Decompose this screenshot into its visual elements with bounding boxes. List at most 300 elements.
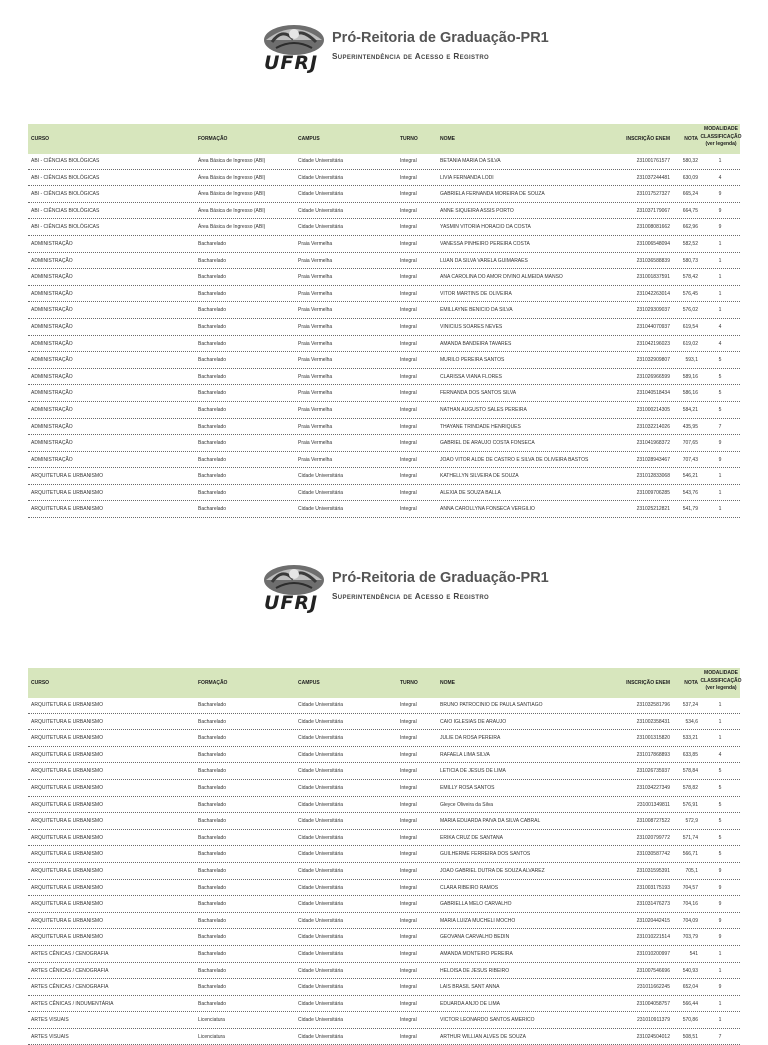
cell-turno: Integral (400, 901, 417, 908)
cell-turno: Integral (400, 1017, 417, 1024)
cell-turno: Integral (400, 440, 417, 447)
cell-nota: 633,85 (682, 751, 698, 758)
cell-campus: Cidade Universitária (298, 784, 344, 791)
cell-campus: Cidade Universitária (298, 1033, 344, 1040)
cell-inscricao: 231017527327 (636, 191, 670, 198)
cell-curso: ARQUITETURA E URBANISMO (31, 506, 103, 513)
cell-nome: ANNA CAROLLYNA FONSECA VERGILIO (440, 506, 535, 513)
cell-formacao: Área Básica de Ingresso (ABI) (198, 158, 266, 164)
cell-classificacao: 9 (718, 901, 722, 908)
cell-formacao: Bacharelado (198, 718, 227, 725)
cell-nome: EMILLAYNE BENICIO DA SILVA (440, 307, 513, 314)
cell-formacao: Bacharelado (198, 473, 227, 480)
cell-nome: CAIO IGLESIAS DE ARAUJO (440, 718, 507, 725)
cell-inscricao: 231001761577 (636, 158, 670, 164)
cell-inscricao: 231024504012 (636, 1033, 670, 1040)
cell-classificacao: 7 (718, 423, 722, 430)
cell-turno: Integral (400, 867, 417, 874)
cell-campus: Praia Vermelha (298, 373, 333, 380)
cell-inscricao: 231029309037 (636, 307, 670, 314)
cell-campus: Cidade Universitária (298, 768, 344, 775)
cell-turno: Integral (400, 884, 417, 891)
cell-classificacao: 5 (718, 768, 722, 775)
cell-classificacao: 9 (718, 884, 722, 891)
cell-campus: Praia Vermelha (298, 240, 333, 247)
col-turno: TURNO (400, 680, 418, 686)
cell-classificacao: 4 (718, 340, 722, 347)
cell-nome: GEOVANA CARVALHO BEDIN (440, 934, 510, 941)
cell-formacao: Bacharelado (198, 950, 227, 957)
cell-turno: Integral (400, 917, 417, 924)
cell-turno: Integral (400, 224, 417, 231)
cell-campus: Cidade Universitária (298, 191, 344, 198)
cell-curso: ARTES VISUAIS (31, 1033, 69, 1040)
cell-campus: Cidade Universitária (298, 506, 344, 513)
cell-campus: Praia Vermelha (298, 456, 333, 463)
cell-inscricao: 231002358431 (636, 718, 670, 725)
cell-formacao: Bacharelado (198, 984, 227, 991)
cell-nota: 665,24 (682, 191, 698, 198)
cell-formacao: Bacharelado (198, 784, 227, 791)
table-header (28, 668, 740, 698)
cell-formacao: Licenciatura (198, 1033, 225, 1040)
cell-nota: 543,76 (682, 489, 698, 496)
col-curso: CURSO (31, 136, 50, 142)
cell-classificacao: 1 (718, 735, 722, 742)
cell-campus: Cidade Universitária (298, 702, 344, 708)
cell-nome: GUILHERME FERREIRA DOS SANTOS (440, 851, 531, 858)
col-formacao: FORMAÇÃO (198, 680, 228, 686)
cell-formacao: Bacharelado (198, 357, 227, 364)
table-row (28, 1012, 740, 1029)
cell-classificacao: 9 (718, 917, 722, 924)
cell-inscricao: 231008081662 (636, 224, 670, 231)
cell-formacao: Bacharelado (198, 257, 227, 264)
cell-inscricao: 231026966599 (636, 373, 670, 380)
cell-nome: AMANDA MONTEIRO PEREIRA (440, 950, 513, 957)
cell-campus: Praia Vermelha (298, 307, 333, 314)
cell-inscricao: 231036588839 (636, 257, 670, 264)
cell-curso: ABI - CIÊNCIAS BIOLÓGICAS (31, 174, 100, 181)
cell-formacao: Bacharelado (198, 406, 227, 413)
cell-nome: EDUARDA ANJO DE LIMA (440, 1000, 501, 1007)
cell-nota: 534,6 (685, 718, 698, 725)
cell-inscricao: 231031595391 (636, 867, 670, 874)
ufrj-logo (262, 558, 549, 614)
cell-campus: Cidade Universitária (298, 174, 344, 181)
cell-campus: Cidade Universitária (298, 751, 344, 758)
table-row (28, 880, 740, 897)
cell-classificacao: 4 (718, 174, 722, 181)
ufrj-emblem-icon (262, 558, 326, 596)
cell-classificacao: 1 (718, 158, 722, 164)
cell-classificacao: 5 (718, 834, 722, 841)
cell-inscricao: 231000214305 (636, 406, 670, 413)
cell-campus: Cidade Universitária (298, 224, 344, 231)
cell-nota: 630,09 (682, 174, 698, 181)
cell-classificacao: 1 (718, 1000, 722, 1007)
cell-nota: 576,02 (682, 307, 698, 314)
cell-nota: 582,52 (682, 240, 698, 247)
cell-classificacao: 1 (718, 1017, 722, 1024)
cell-nota: 664,75 (682, 207, 698, 214)
cell-inscricao: 231011662245 (637, 984, 670, 991)
cell-classificacao: 9 (718, 456, 722, 463)
cell-nota: 707,65 (682, 440, 698, 447)
cell-nota: 580,32 (682, 158, 698, 164)
cell-formacao: Bacharelado (198, 506, 227, 513)
cell-formacao: Bacharelado (198, 834, 227, 841)
cell-nome: THAYANE TRINDADE HENRIQUES (440, 423, 521, 430)
cell-nome: LUAN DA SILVA VARELA GUIMARAES (440, 257, 528, 264)
cell-turno: Integral (400, 834, 417, 841)
cell-campus: Cidade Universitária (298, 884, 344, 891)
cell-inscricao: 231003175193 (636, 884, 670, 891)
cell-curso: ADMINISTRAÇÃO (31, 390, 73, 397)
cell-curso: ADMINISTRAÇÃO (31, 323, 73, 330)
cell-nome: BETANIA MARIA DA SILVA (440, 158, 501, 164)
cell-nome: MARIA EDUARDA PAIVA DA SILVA CABRAL (440, 818, 541, 825)
cell-curso: ARQUITETURA E URBANISMO (31, 801, 103, 808)
cell-nota: 580,73 (682, 257, 698, 264)
cell-turno: Integral (400, 373, 417, 380)
cell-inscricao: 231001349811 (637, 801, 670, 808)
cell-nome: ANA CAROLINA DO AMOR DIVINO ALMEIDA MANSO (440, 274, 563, 281)
cell-turno: Integral (400, 801, 417, 808)
cell-formacao: Bacharelado (198, 901, 227, 908)
table-row (28, 929, 740, 946)
cell-turno: Integral (400, 240, 417, 247)
cell-curso: ARQUITETURA E URBANISMO (31, 751, 103, 758)
cell-nome: GABRIELA FERNANDA MOREIRA DE SOUZA (440, 191, 545, 198)
cell-nota: 546,21 (682, 473, 698, 480)
col-curso: CURSO (31, 680, 50, 686)
cell-inscricao: 231020799772 (636, 834, 670, 841)
table-row (28, 797, 740, 814)
cell-curso: ARQUITETURA E URBANISMO (31, 851, 103, 858)
table-row (28, 946, 740, 963)
cell-nota: 540,93 (682, 967, 698, 974)
cell-classificacao: 1 (718, 274, 722, 281)
cell-curso: ARQUITETURA E URBANISMO (31, 718, 103, 725)
table-row (28, 747, 740, 764)
cell-classificacao: 1 (718, 506, 722, 513)
cell-inscricao: 231034227349 (636, 784, 670, 791)
cell-nota: 572,9 (685, 818, 698, 825)
cell-turno: Integral (400, 784, 417, 791)
col-modalidade: MODALIDADE CLASSIFICAÇÃO (ver legenda) (700, 670, 742, 691)
cell-turno: Integral (400, 274, 417, 281)
cell-campus: Praia Vermelha (298, 257, 333, 264)
table-row (28, 863, 740, 880)
table-row (28, 714, 740, 731)
cell-nota: 589,16 (682, 373, 698, 380)
cell-formacao: Bacharelado (198, 735, 227, 742)
cell-inscricao: 231042263014 (636, 290, 670, 297)
cell-inscricao: 231001315820 (636, 735, 670, 742)
cell-turno: Integral (400, 207, 417, 214)
col-modalidade: MODALIDADE CLASSIFICAÇÃO (ver legenda) (700, 126, 742, 147)
cell-curso: ARQUITETURA E URBANISMO (31, 818, 103, 825)
cell-classificacao: 5 (718, 357, 722, 364)
cell-classificacao: 9 (718, 934, 722, 941)
cell-nota: 705,1 (685, 867, 698, 874)
cell-curso: ADMINISTRAÇÃO (31, 456, 73, 463)
cell-campus: Cidade Universitária (298, 834, 344, 841)
cell-turno: Integral (400, 473, 417, 480)
cell-classificacao: 5 (718, 784, 722, 791)
cell-campus: Praia Vermelha (298, 390, 333, 397)
cell-nome: Gleyce Oliveira da Silva (440, 801, 494, 808)
cell-campus: Cidade Universitária (298, 901, 344, 908)
cell-formacao: Bacharelado (198, 751, 227, 758)
cell-nome: CLARISSA VIANA FLORES (440, 373, 502, 380)
cell-nota: 576,91 (682, 801, 698, 808)
cell-nota: 435,95 (682, 423, 698, 430)
col-inscricao: INSCRIÇÃO ENEM (626, 680, 670, 686)
cell-nota: 571,74 (682, 834, 698, 841)
col-nota: NOTA (684, 680, 698, 686)
cell-turno: Integral (400, 934, 417, 941)
cell-classificacao: 1 (718, 489, 722, 496)
cell-classificacao: 9 (718, 224, 722, 231)
cell-nota: 566,44 (682, 1000, 698, 1007)
cell-turno: Integral (400, 718, 417, 725)
cell-nota: 593,1 (685, 357, 698, 364)
cell-turno: Integral (400, 818, 417, 825)
cell-campus: Cidade Universitária (298, 967, 344, 974)
cell-inscricao: 231008727522 (636, 818, 670, 825)
cell-nota: 537,24 (682, 702, 698, 708)
cell-inscricao: 231041968372 (636, 440, 670, 447)
cell-turno: Integral (400, 307, 417, 314)
table-row (28, 813, 740, 830)
cell-curso: ARQUITETURA E URBANISMO (31, 702, 103, 708)
cell-nome: JOAO VITOR ALDE DE CASTRO E SILVA DE OLIVEIRA BASTOS (440, 456, 589, 463)
cell-classificacao: 5 (718, 851, 722, 858)
cell-curso: ARQUITETURA E URBANISMO (31, 917, 103, 924)
cell-nome: BRUNO PATROCINIO DE PAULA SANTIAGO (440, 702, 543, 708)
cell-nota: 566,71 (682, 851, 698, 858)
cell-nome: VANESSA PINHEIRO PEREIRA COSTA (440, 240, 530, 247)
cell-campus: Cidade Universitária (298, 984, 344, 991)
cell-nota: 707,43 (682, 456, 698, 463)
cell-nome: LETICIA DE JESUS DE LIMA (440, 768, 506, 775)
cell-turno: Integral (400, 768, 417, 775)
cell-turno: Integral (400, 158, 417, 164)
cell-inscricao: 231007546696 (636, 967, 670, 974)
cell-classificacao: 1 (718, 967, 722, 974)
cell-turno: Integral (400, 851, 417, 858)
cell-nota: 662,96 (682, 224, 698, 231)
cell-nome: EMILLY ROSA SANTOS (440, 784, 495, 791)
cell-turno: Integral (400, 323, 417, 330)
cell-campus: Cidade Universitária (298, 735, 344, 742)
cell-formacao: Bacharelado (198, 934, 227, 941)
cell-turno: Integral (400, 340, 417, 347)
cell-classificacao: 9 (718, 207, 722, 214)
ufrj-wordmark: UFRJ (264, 592, 319, 614)
cell-campus: Cidade Universitária (298, 473, 344, 480)
cell-curso: ABI - CIÊNCIAS BIOLÓGICAS (31, 191, 100, 198)
cell-curso: ARTES VISUAIS (31, 1017, 69, 1024)
cell-inscricao: 231010200997 (636, 950, 670, 957)
cell-nome: LIVIA FERNANDA LODI (440, 174, 494, 181)
pr1-subtitle: Superintendência de Acesso e Registro (332, 592, 490, 601)
cell-classificacao: 5 (718, 818, 722, 825)
table-row (28, 730, 740, 747)
cell-campus: Cidade Universitária (298, 851, 344, 858)
cell-campus: Praia Vermelha (298, 406, 333, 413)
cell-campus: Praia Vermelha (298, 357, 333, 364)
cell-classificacao: 4 (718, 323, 722, 330)
cell-nome: FERNANDA DOS SANTOS SILVA (440, 390, 517, 397)
cell-campus: Cidade Universitária (298, 1000, 344, 1007)
cell-classificacao: 1 (718, 473, 722, 480)
cell-campus: Cidade Universitária (298, 934, 344, 941)
cell-formacao: Área Básica de Ingresso (ABI) (198, 224, 266, 231)
cell-turno: Integral (400, 751, 417, 758)
col-nota: NOTA (684, 136, 698, 142)
cell-formacao: Bacharelado (198, 917, 227, 924)
cell-nota: 578,82 (682, 784, 698, 791)
cell-turno: Integral (400, 984, 417, 991)
cell-campus: Praia Vermelha (298, 323, 333, 330)
cell-curso: ADMINISTRAÇÃO (31, 373, 73, 380)
col-inscricao: INSCRIÇÃO ENEM (626, 136, 670, 142)
cell-nome: RAFAELA LIMA SILVA (440, 751, 490, 758)
cell-campus: Praia Vermelha (298, 440, 333, 447)
cell-curso: ARQUITETURA E URBANISMO (31, 884, 103, 891)
cell-classificacao: 9 (718, 191, 722, 198)
cell-curso: ADMINISTRAÇÃO (31, 240, 73, 247)
cell-turno: Integral (400, 191, 417, 198)
cell-curso: ADMINISTRAÇÃO (31, 357, 73, 364)
cell-nota: 541,79 (682, 506, 698, 513)
cell-classificacao: 1 (718, 702, 722, 708)
cell-nome: GABRIELLA MELO CARVALHO (440, 901, 512, 908)
cell-campus: Cidade Universitária (298, 207, 344, 214)
table-row (28, 963, 740, 980)
cell-inscricao: 231040518434 (636, 390, 670, 397)
cell-nota: 586,16 (682, 390, 698, 397)
col-campus: CAMPUS (298, 136, 320, 142)
cell-formacao: Área Básica de Ingresso (ABI) (198, 207, 266, 214)
cell-curso: ADMINISTRAÇÃO (31, 290, 73, 297)
cell-formacao: Bacharelado (198, 1000, 227, 1007)
cell-formacao: Bacharelado (198, 456, 227, 463)
cell-inscricao: 231028943467 (636, 456, 670, 463)
cell-inscricao: 231030587742 (636, 851, 670, 858)
cell-curso: ARTES CÊNICAS / CENOGRAFIA (31, 950, 109, 957)
cell-curso: ARQUITETURA E URBANISMO (31, 735, 103, 742)
cell-classificacao: 1 (718, 718, 722, 725)
table-row (28, 830, 740, 847)
col-nome: NOME (440, 136, 455, 142)
table-row (28, 913, 740, 930)
table-row (28, 979, 740, 996)
cell-inscricao: 231004058757 (636, 1000, 670, 1007)
table-body-2 (28, 697, 740, 1045)
cell-nome: KATHELLYN SILVEIRA DE SOUZA (440, 473, 519, 480)
cell-nome: ANNE SIQUEIRA ASSIS PORTO (440, 207, 514, 214)
cell-formacao: Licenciatura (198, 1017, 225, 1024)
cell-classificacao: 1 (718, 257, 722, 264)
cell-formacao: Bacharelado (198, 967, 227, 974)
cell-nota: 619,54 (682, 323, 698, 330)
cell-inscricao: 231012833068 (636, 473, 670, 480)
cell-classificacao: 5 (718, 801, 722, 808)
cell-campus: Praia Vermelha (298, 340, 333, 347)
cell-campus: Praia Vermelha (298, 274, 333, 281)
cell-nome: CLARA RIBEIRO RAMOS (440, 884, 499, 891)
cell-curso: ADMINISTRAÇÃO (31, 406, 73, 413)
cell-formacao: Bacharelado (198, 390, 227, 397)
cell-campus: Cidade Universitária (298, 867, 344, 874)
cell-nome: HELOISA DE JESUS RIBEIRO (440, 967, 510, 974)
cell-formacao: Bacharelado (198, 851, 227, 858)
cell-nome: NATHAN AUGUSTO SALES PEREIRA (440, 406, 527, 413)
cell-nota: 578,42 (682, 274, 698, 281)
cell-turno: Integral (400, 456, 417, 463)
cell-classificacao: 9 (718, 867, 722, 874)
cell-nome: AMANDA BANDEIRA TAVARES (440, 340, 512, 347)
cell-nome: VICTOR LEONARDO SANTOS AMERICO (440, 1017, 535, 1024)
cell-turno: Integral (400, 735, 417, 742)
cell-turno: Integral (400, 950, 417, 957)
cell-classificacao: 5 (718, 406, 722, 413)
cell-inscricao: 231020442415 (636, 917, 670, 924)
cell-inscricao: 231032581796 (636, 702, 670, 708)
cell-formacao: Bacharelado (198, 801, 227, 808)
cell-campus: Cidade Universitária (298, 489, 344, 496)
cell-formacao: Bacharelado (198, 340, 227, 347)
cell-formacao: Bacharelado (198, 307, 227, 314)
cell-curso: ARQUITETURA E URBANISMO (31, 489, 103, 496)
cell-formacao: Bacharelado (198, 323, 227, 330)
cell-campus: Cidade Universitária (298, 718, 344, 725)
cell-curso: ABI - CIÊNCIAS BIOLÓGICAS (31, 224, 100, 231)
cell-inscricao: 231042196023 (636, 340, 670, 347)
table-row (28, 896, 740, 913)
cell-turno: Integral (400, 702, 417, 708)
table-row (28, 846, 740, 863)
cell-curso: ADMINISTRAÇÃO (31, 274, 73, 281)
cell-turno: Integral (400, 967, 417, 974)
cell-nome: ALEXIA DE SOUZA BALLA (440, 489, 501, 496)
cell-inscricao: 231037179067 (636, 207, 670, 214)
cell-curso: ARQUITETURA E URBANISMO (31, 784, 103, 791)
cell-inscricao: 231017868893 (636, 751, 670, 758)
cell-classificacao: 1 (718, 240, 722, 247)
cell-nome: GABRIEL DE ARAUJO COSTA FONSECA (440, 440, 535, 447)
cell-classificacao: 9 (718, 984, 722, 991)
cell-classificacao: 5 (718, 390, 722, 397)
cell-classificacao: 1 (718, 307, 722, 314)
cell-formacao: Área Básica de Ingresso (ABI) (198, 191, 266, 198)
pr1-title: Pró-Reitoria de Graduação-PR1 (332, 30, 549, 46)
cell-turno: Integral (400, 406, 417, 413)
cell-classificacao: 4 (718, 751, 722, 758)
col-campus: CAMPUS (298, 680, 320, 686)
cell-nota: 619,02 (682, 340, 698, 347)
cell-nome: VITOR MARTINS DE OLIVEIRA (440, 290, 512, 297)
cell-nota: 570,86 (682, 1017, 698, 1024)
cell-formacao: Bacharelado (198, 884, 227, 891)
cell-turno: Integral (400, 489, 417, 496)
cell-nota: 541 (689, 950, 698, 957)
cell-formacao: Bacharelado (198, 867, 227, 874)
